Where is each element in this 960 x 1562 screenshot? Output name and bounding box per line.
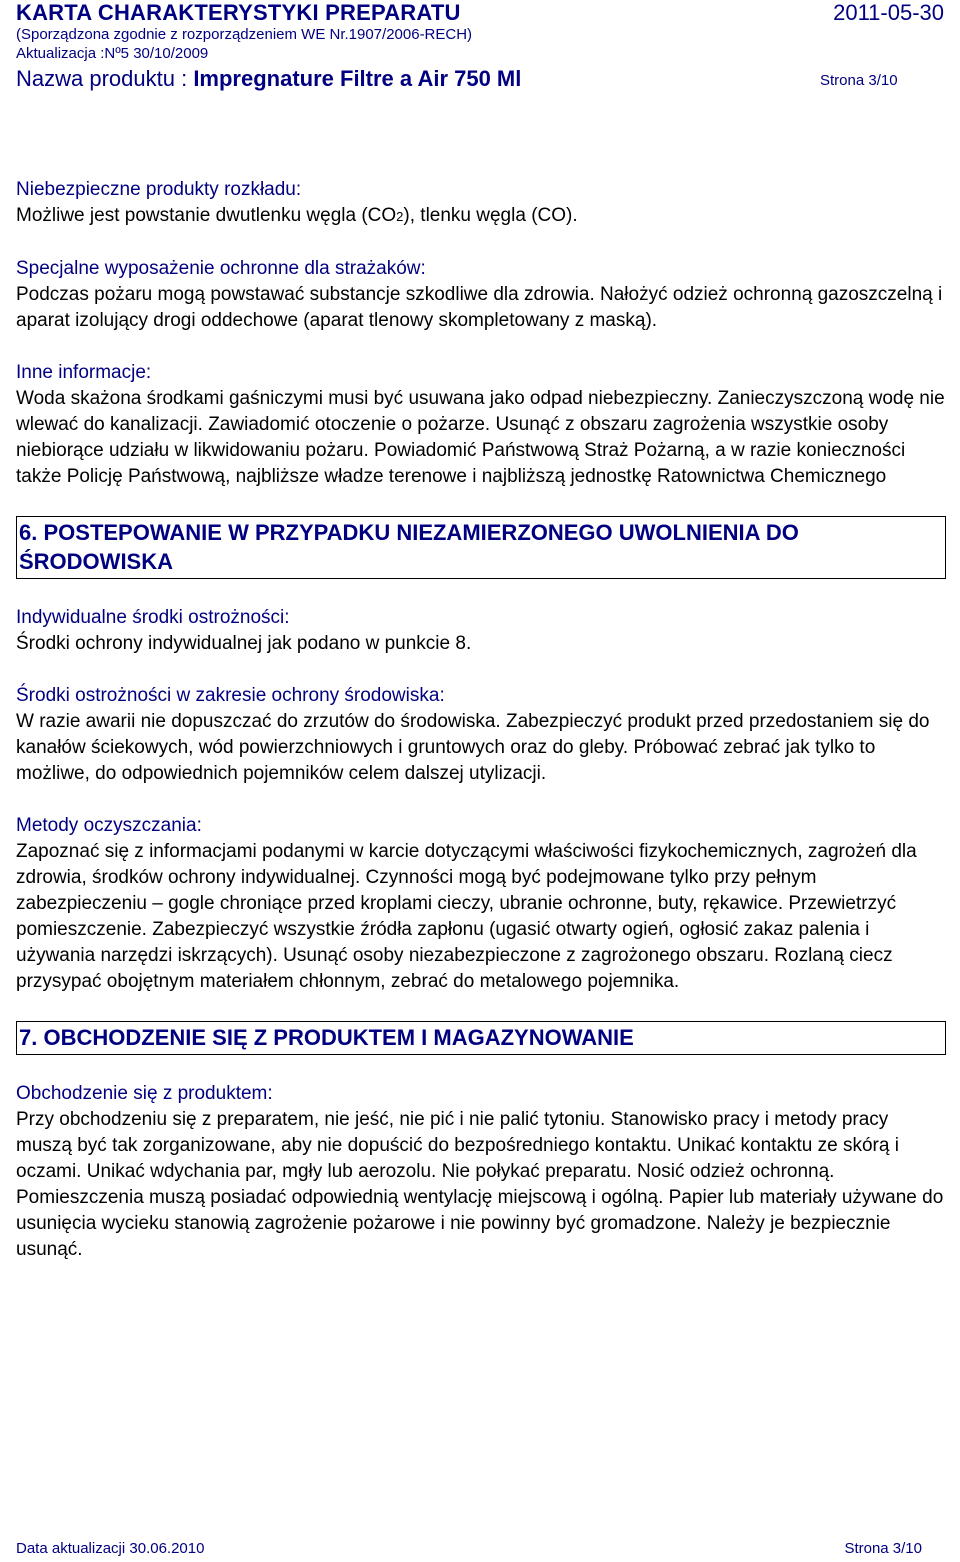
- section-cleanup-methods: [16, 813, 946, 995]
- section-text: W razie awarii nie dopuszczać do zrzutów do środowiska. Zabezpieczyć produkt przed przedostaniem się do kanałów ściekowych, wód powierzchniowych i gruntowych oraz do gleby. Próbować zebrać jak tylko to możliwe, do odpowiednich pojemników celem dalszej utylizacji.: [16, 711, 930, 784]
- section-text: Woda skażona środkami gaśniczymi musi być usuwana jako odpad niebezpieczny. Zanieczyszczoną wodę nie wlewać do kanalizacji. Zawiadomić otoczenie o pożarze. Usunąć z obszaru zagrożenia wszystkie osoby niebiorące udziału w likwidowaniu pożaru. Powiadomić Państwową Straż Pożarną, a w razie konieczności także Policję Państwową, najbliższe władze terenowe i najbliższą jednostkę Ratownictwa Chemicznego: [16, 388, 945, 487]
- section-personal-precautions: [16, 605, 946, 657]
- chapter-7-heading: [16, 1021, 946, 1055]
- product-label: Nazwa produktu :: [16, 66, 194, 91]
- document-title: KARTA CHARAKTERYSTYKI PREPARATU: [16, 0, 461, 25]
- section-text: Przy obchodzeniu się z preparatem, nie jeść, nie pić i nie palić tytoniu. Stanowisko pracy i metody pracy muszą być tak zorganizowane, aby nie dopuścić do bezpośredniego kontaktu. Unikać kontaktu ze skórą i oczami. Unikać wdychania par, mgły lub aerozolu. Nie połykać preparatu. Nosić odzież ochronną. Pomieszczenia muszą posiadać odpowiednią wentylację miejscową i ogólną. Papier lub materiały używane do usunięcia wycieku stanowią zagrożenie pożarowe i nie powinny być gromadzone. Należy je bezpiecznie usunąć.: [16, 1109, 944, 1260]
- section-firefighter-equipment: [16, 256, 946, 334]
- document-date: 2011-05-30: [833, 0, 944, 25]
- product-line: [16, 66, 521, 92]
- chapter-number: 6.: [19, 520, 38, 545]
- section-heading: Metody oczyszczania:: [16, 815, 202, 836]
- section-decomposition-products: [16, 177, 946, 230]
- section-environmental-precautions: [16, 683, 946, 787]
- chapter-6-heading: [16, 516, 946, 579]
- section-heading: Specjalne wyposażenie ochronne dla strażaków:: [16, 258, 426, 279]
- section-text: Zapoznać się z informacjami podanymi w karcie dotyczącymi właściwości fizykochemicznych, zagrożeń dla zdrowia, środków ochrony indywidualnej. Czynności mogą być podejmowane tylko przy pełnym zabezpieczeniu – gogle chroniące przed kroplami cieczy, ubranie ochronne, buty, rękawice. Przewietrzyć pomieszczenie. Zabezpieczyć wszystkie źródła zapłonu (ugasić otwarty ogień, ogłosić zakaz palenia i używania narzędzi iskrzących). Usunąć osoby niezabezpieczone z zagrożonego obszaru. Rozlaną ciecz przysypać obojętnym materiałem chłonnym, zebrać do metalowego pojemnika.: [16, 841, 917, 992]
- update-info: Aktualizacja :Nº5 30/10/2009: [16, 45, 209, 62]
- page-number: Strona 3/10: [820, 72, 898, 89]
- section-text: Podczas pożaru mogą powstawać substancje szkodliwe dla zdrowia. Nałożyć odzież ochronną gazoszczelną i aparat izolujący drogi oddechowe (aparat tlenowy skompletowany z maską).: [16, 284, 943, 331]
- chapter-title: POSTEPOWANIE W PRZYPADKU NIEZAMIERZONEGO UWOLNIENIA DO ŚRODOWISKA: [19, 520, 799, 574]
- document-body: [16, 177, 946, 1289]
- section-heading: Obchodzenie się z produktem:: [16, 1083, 273, 1104]
- section-handling: [16, 1081, 946, 1263]
- section-heading: Niebezpieczne produkty rozkładu:: [16, 179, 302, 200]
- section-text: Możliwe jest powstanie dwutlenku węgla (CO2), tlenku węgla (CO).: [16, 205, 578, 226]
- section-other-info: [16, 360, 946, 490]
- section-heading: Środki ostrożności w zakresie ochrony środowiska:: [16, 685, 445, 706]
- section-heading: Inne informacje:: [16, 362, 152, 383]
- chapter-number: 7.: [19, 1025, 38, 1050]
- subscript: 2: [396, 209, 404, 224]
- chapter-title: OBCHODZENIE SIĘ Z PRODUKTEM I MAGAZYNOWANIE: [43, 1025, 634, 1050]
- footer-page-number: Strona 3/10: [844, 1540, 922, 1557]
- regulation-note: (Sporządzona zgodnie z rozporządzeniem WE Nr.1907/2006-RECH): [16, 26, 473, 43]
- section-text: Środki ochrony indywidualnej jak podano w punkcie 8.: [16, 633, 472, 654]
- section-heading: Indywidualne środki ostrożności:: [16, 607, 290, 628]
- product-name: Impregnature Filtre a Air 750 Ml: [193, 66, 522, 91]
- footer-update-date: Data aktualizacji 30.06.2010: [16, 1540, 205, 1557]
